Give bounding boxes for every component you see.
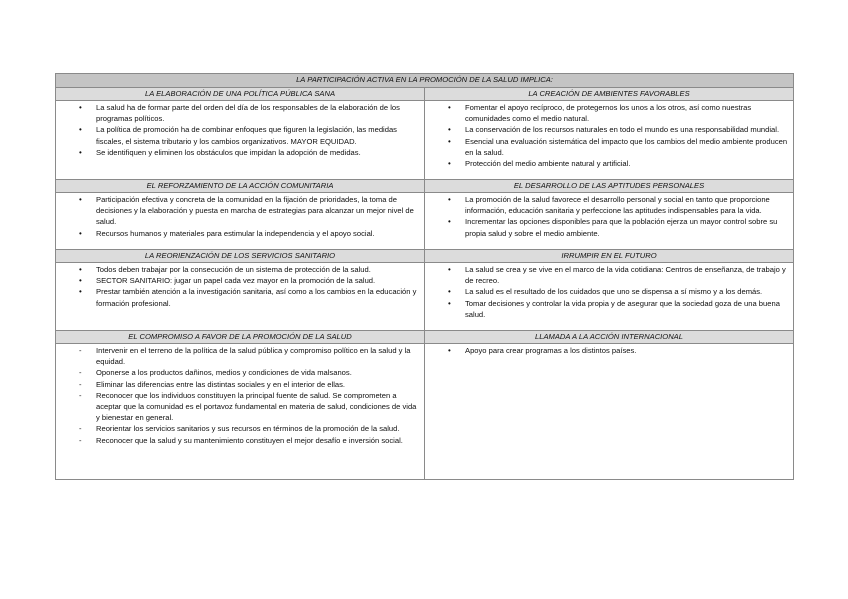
list-item: - Reconocer que los individuos constituyen la principal fuente de salud. Se comprometen a aceptar que la comunidad es el portavoz fundamental en materia de salud, condiciones de vida y bienestar en general. — [96, 390, 420, 424]
section-content-aptitudes — [425, 193, 794, 250]
table-title: LA PARTICIPACIÓN ACTIVA EN LA PROMOCIÓN DE LA SALUD IMPLICA: — [56, 74, 794, 88]
heading-row — [56, 180, 794, 193]
section-content-ambientes — [425, 101, 794, 180]
item-list — [425, 263, 793, 321]
item-list — [425, 344, 793, 357]
item-list — [56, 344, 424, 447]
list-item: • Incrementar las opciones disponibles para que la población ejerza un mayor control sobre su propia salud y sobre el medio ambiente. — [465, 216, 789, 238]
list-item: • Protección del medio ambiente natural y artificial. — [465, 158, 789, 169]
list-item: • La política de promoción ha de combinar enfoques que figuren la legislación, las medidas fiscales, el sistema tributario y los cambios organizativos. MAYOR EQUIDAD. — [96, 124, 420, 146]
section-heading-internacional: LLAMADA A LA ACCIÓN INTERNACIONAL — [425, 331, 794, 344]
list-item: • Participación efectiva y concreta de la comunidad en la fijación de prioridades, la toma de decisiones y la elaboración y puesta en marcha de estrategias para alcanzar un mejor nivel de salud. — [96, 194, 420, 228]
section-content-politica — [56, 101, 425, 180]
section-content-internacional — [425, 344, 794, 480]
list-item: - Oponerse a los productos dañinos, medios y condiciones de vida malsanos. — [96, 367, 420, 378]
list-item: • Recursos humanos y materiales para estimular la independencia y el apoyo social. — [96, 228, 420, 239]
list-item: • La salud se crea y se vive en el marco de la vida cotidiana: Centros de enseñanza, de trabajo y de recreo. — [465, 264, 789, 286]
list-item: • La promoción de la salud favorece el desarrollo personal y social en tanto que proporcione información, educación sanitaria y perfeccione las aptitudes indispensables para la vida. — [465, 194, 789, 216]
section-heading-politica: LA ELABORACIÓN DE UNA POLÍTICA PÚBLICA SANA — [56, 88, 425, 101]
item-list — [56, 263, 424, 310]
content-row — [56, 193, 794, 250]
list-item: • Se identifiquen y eliminen los obstáculos que impidan la adopción de medidas. — [96, 147, 420, 158]
section-heading-ambientes: LA CREACIÓN DE AMBIENTES FAVORABLES — [425, 88, 794, 101]
section-content-comunitaria — [56, 193, 425, 250]
section-heading-compromiso: EL COMPROMISO A FAVOR DE LA PROMOCIÓN DE LA SALUD — [56, 331, 425, 344]
heading-row — [56, 331, 794, 344]
list-item: • Esencial una evaluación sistemática del impacto que los cambios del medio ambiente producen en la salud. — [465, 136, 789, 158]
item-list — [425, 101, 793, 170]
section-heading-futuro: IRRUMPIR EN EL FUTURO — [425, 250, 794, 263]
section-heading-servicios: LA REORIENZACIÓN DE LOS SERVICIOS SANITARIO — [56, 250, 425, 263]
list-item: - Intervenir en el terreno de la política de la salud pública y compromiso político en la salud y la equidad. — [96, 345, 420, 367]
list-item: • Prestar también atención a la investigación sanitaria, así como a los cambios en la educación y formación profesional. — [96, 286, 420, 308]
list-item: • Apoyo para crear programas a los distintos países. — [465, 345, 789, 356]
list-item: • La salud ha de formar parte del orden del día de los responsables de la elaboración de los programas políticos. — [96, 102, 420, 124]
content-row — [56, 263, 794, 331]
title-row — [56, 74, 794, 88]
list-item: • La salud es el resultado de los cuidados que uno se dispensa a sí mismo y a los demás. — [465, 286, 789, 297]
heading-row — [56, 250, 794, 263]
list-item: • Todos deben trabajar por la consecución de un sistema de protección de la salud. — [96, 264, 420, 275]
list-item: • Tomar decisiones y controlar la vida propia y de asegurar que la sociedad goza de una buena salud. — [465, 298, 789, 320]
section-content-compromiso — [56, 344, 425, 480]
list-item: - Reorientar los servicios sanitarios y sus recursos en términos de la promoción de la salud. — [96, 423, 420, 434]
list-item: • Fomentar el apoyo recíproco, de protegernos los unos a los otros, así como nuestras comunidades como el medio natural. — [465, 102, 789, 124]
content-row — [56, 101, 794, 180]
list-item: - Eliminar las diferencias entre las distintas sociales y en el interior de ellas. — [96, 379, 420, 390]
item-list — [56, 193, 424, 240]
heading-row — [56, 88, 794, 101]
section-heading-comunitaria: EL REFORZAMIENTO DE LA ACCIÓN COMUNITARIA — [56, 180, 425, 193]
list-item: • La conservación de los recursos naturales en todo el mundo es una responsabilidad mundial. — [465, 124, 789, 135]
content-row — [56, 344, 794, 480]
item-list — [56, 101, 424, 159]
section-heading-aptitudes: EL DESARROLLO DE LAS APTITUDES PERSONALES — [425, 180, 794, 193]
item-list — [425, 193, 793, 240]
section-content-servicios — [56, 263, 425, 331]
list-item: - Reconocer que la salud y su mantenimiento constituyen el mejor desafío e inversión social. — [96, 435, 420, 446]
promotion-table — [55, 73, 794, 480]
list-item: • SECTOR SANITARIO: jugar un papel cada vez mayor en la promoción de la salud. — [96, 275, 420, 286]
section-content-futuro — [425, 263, 794, 331]
